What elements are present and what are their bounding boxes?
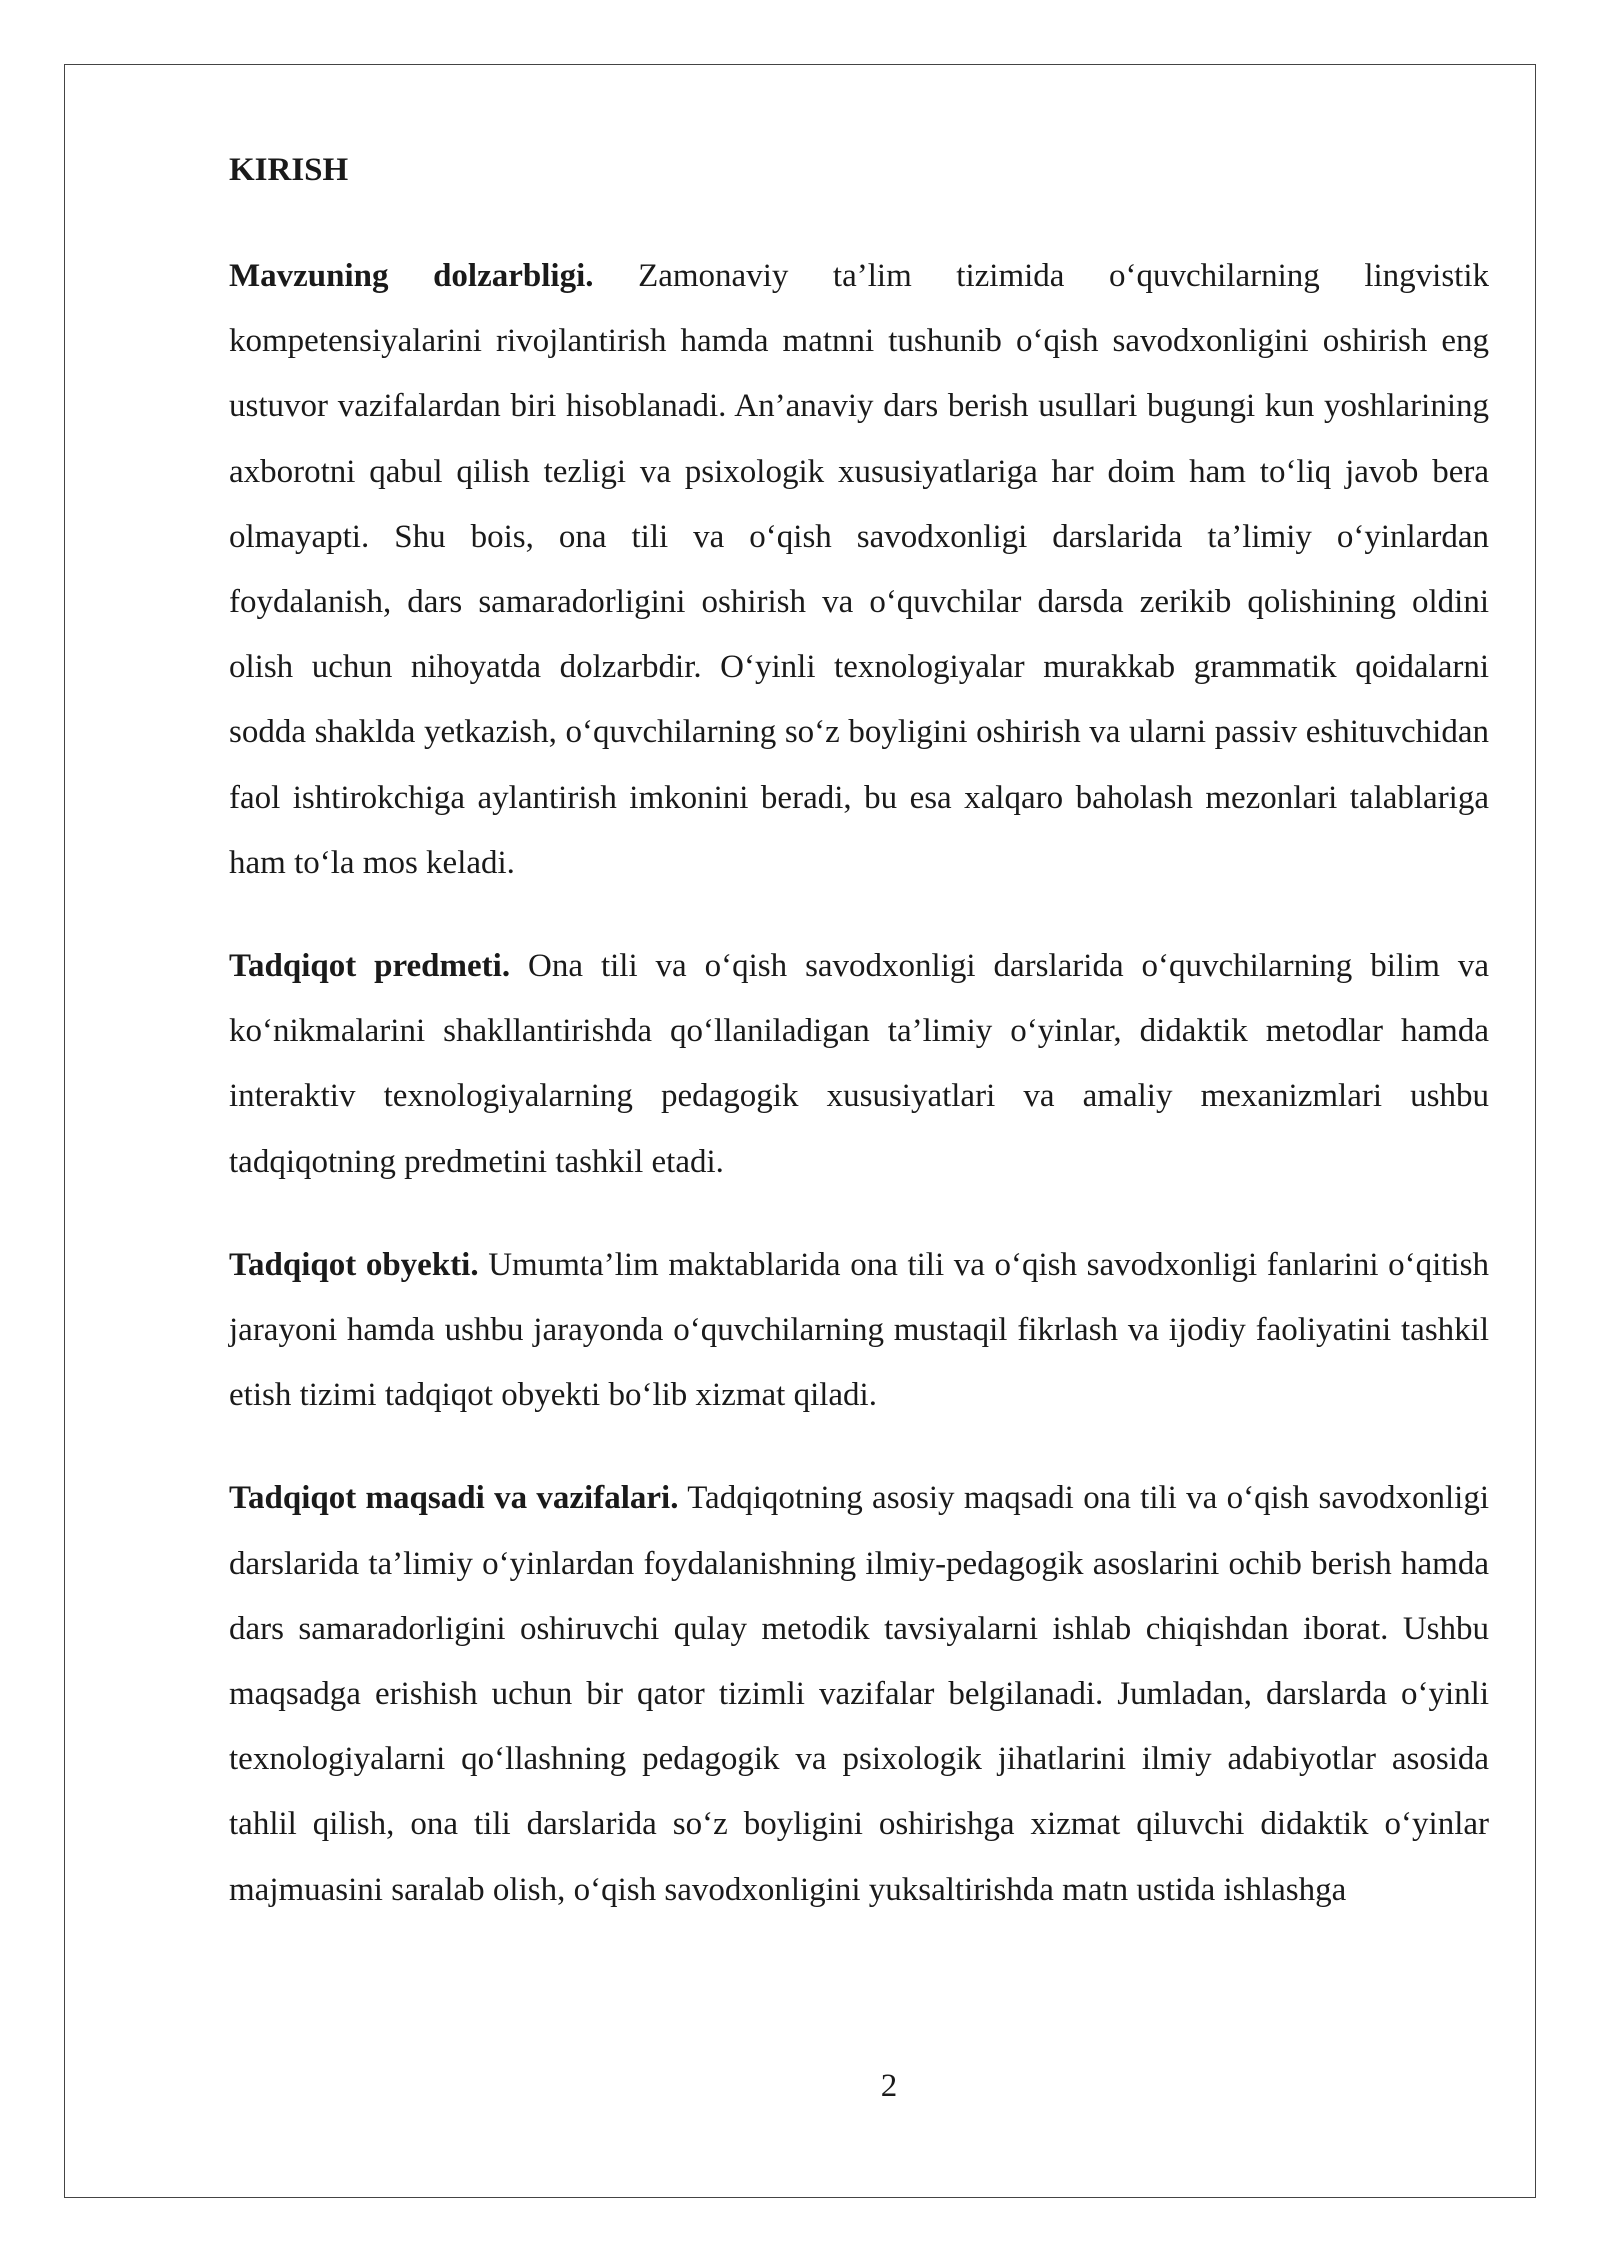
paragraph-object <box>229 1233 1489 1429</box>
paragraph-text: Ona tili va o‘qish savodxonligi darslarida o‘quvchilarning bilim va ko‘nikmalarini shakllantirishda qo‘llaniladigan ta’limiy o‘yinlar, didaktik metodlar hamda interaktiv texnologiyalarning pedagogik xususiyatlari va amaliy mexanizmlari ushbu tadqiqotning predmetini tashkil etadi. <box>229 948 1489 1180</box>
paragraph-text: Zamonaviy ta’lim tizimida o‘quvchilarning lingvistik kompetensiyalarini rivojlantirish hamda matnni tushunib o‘qish savodxonligini oshirish eng ustuvor vazifalardan biri hisoblanadi. An’anaviy dars berish usullari bugungi kun yoshlarining axborotni qabul qilish tezligi va psixologik xususiyatlariga har doim ham to‘liq javob bera olmayapti. Shu bois, ona tili va o‘qish savodxonligi darslarida ta’limiy o‘yinlardan foydalanish, dars samaradorligini oshirish va o‘quvchilar darsda zerikib qolishining oldini olish uchun nihoyatda dolzarbdir. O‘yinli texnologiyalar murakkab grammatik qoidalarni sodda shaklda yetkazish, o‘quvchilarning so‘z boyligini oshirish va ularni passiv eshituvchidan faol ishtirokchiga aylantirish imkonini beradi, bu esa xalqaro baholash mezonlari talablariga ham to‘la mos keladi. <box>229 258 1490 881</box>
paragraph-lead: Tadqiqot maqsadi va vazifalari. <box>229 1480 679 1517</box>
paragraph-lead: Mavzuning dolzarbligi. <box>229 258 594 294</box>
paragraph-lead: Tadqiqot obyekti. <box>229 1246 479 1283</box>
paragraph-text: Tadqiqotning asosiy maqsadi ona tili va o‘qish savodxonligi darslarida ta’limiy o‘yinlardan foydalanishning ilmiy-pedagogik asoslarini ochib berish hamda dars samaradorligini oshiruvchi qulay metodik tavsiyalarni ishlab chiqishdan iborat. Ushbu maqsadga erishish uchun bir qator tizimli vazifalar belgilanadi. Jumladan, darslarda o‘yinli texnologiyalarni qo‘llashning pedagogik va psixologik jihatlarini ilmiy adabiyotlar asosida tahlil qilish, ona tili darslarida so‘z boyligini oshirishga xizmat qiluvchi didaktik o‘yinlar majmuasini saralab olish, o‘qish savodxonligini yuksaltirishda matn ustida ishlashga <box>229 1480 1489 1908</box>
section-heading: KIRISH <box>229 152 349 188</box>
paragraph-text: Umumta’lim maktablarida ona tili va o‘qish savodxonligi fanlarini o‘qitish jarayoni hamda ushbu jarayonda o‘quvchilarning mustaqil fikrlash va ijodiy faoliyatini tashkil etish tizimi tadqiqot obyekti bo‘lib xizmat qiladi. <box>229 1246 1490 1414</box>
paragraph-goals <box>229 1466 1489 1922</box>
document-body <box>229 150 1489 1961</box>
page-number: 2 <box>880 2068 898 2104</box>
paragraph-subject <box>229 934 1489 1195</box>
paragraph-relevance <box>229 244 1489 896</box>
paragraph-lead: Tadqiqot predmeti. <box>229 948 511 985</box>
